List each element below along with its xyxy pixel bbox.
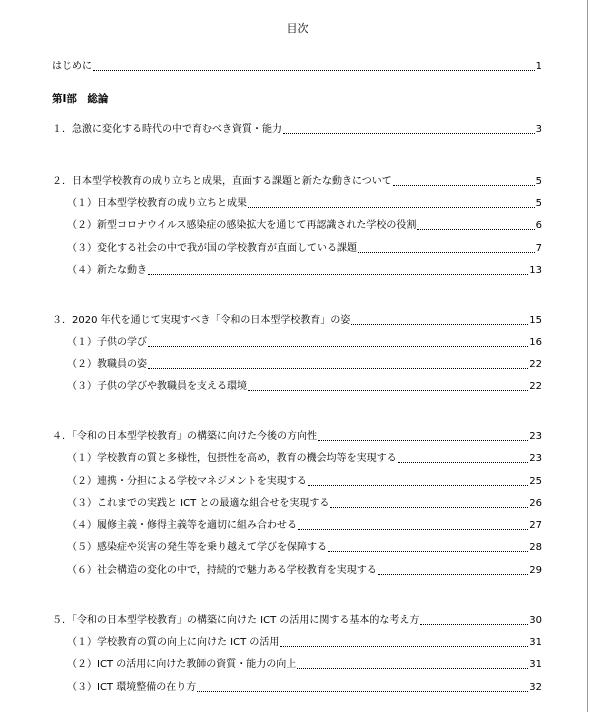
toc-entry [67, 264, 542, 278]
toc-entry [52, 314, 542, 328]
toc-entry-page: 31 [529, 659, 542, 670]
toc-entry-title: ２．日本型学校教育の成り立ちと成果，直面する課題と新たな動きについて [52, 176, 392, 187]
dot-leader [398, 462, 529, 463]
toc-entry-title: （２）新型コロナウイルス感染症の感染拡大を通じて再認識された学校の役割 [67, 220, 417, 231]
toc-entry-page: 13 [529, 265, 542, 276]
toc-entry [67, 197, 542, 211]
toc-entry-page: 31 [529, 637, 542, 648]
toc-entry [52, 175, 542, 189]
toc-entry-page: 5 [535, 176, 542, 187]
toc-entry-title: （１）学校教育の質と多様性，包摂性を高め，教育の機会均等を実現する [67, 453, 397, 464]
toc-entry-title: はじめに [52, 61, 92, 72]
toc-entry-title: ５．「令和の日本型学校教育」の構築に向けた ICT の活用に関する基本的な考え方 [52, 615, 420, 626]
toc-entry-page: 27 [529, 520, 542, 531]
toc-entry-page: 1 [535, 61, 542, 72]
toc-entry [67, 658, 542, 672]
dot-leader [417, 229, 534, 230]
toc-entry-page: 28 [529, 542, 542, 553]
toc-entry [67, 358, 542, 372]
toc-entry-title: ３．2020 年代を通じて実現すべき「令和の日本型学校教育」の姿 [52, 315, 351, 326]
toc-entry [67, 380, 542, 394]
dot-leader [283, 133, 535, 134]
toc-entry-page: 30 [529, 615, 542, 626]
toc-entry-title: （３）これまでの実践と ICT との最適な組合せを実現する [67, 498, 330, 509]
dot-leader [308, 485, 529, 486]
toc-entry [67, 564, 542, 578]
dot-leader [328, 551, 528, 552]
toc-entry [67, 519, 542, 533]
dot-leader [298, 529, 528, 530]
dot-leader [148, 274, 528, 275]
toc-entry-page: 15 [529, 315, 542, 326]
toc-entry [52, 614, 542, 628]
dot-leader [148, 368, 528, 369]
toc-entry-title: （１）学校教育の質の向上に向けた ICT の活用 [67, 637, 280, 648]
toc-entry-page: 32 [529, 682, 542, 693]
dot-leader [393, 185, 535, 186]
part-heading: 第Ⅰ部 総論 [52, 93, 109, 105]
toc-entry-page: 22 [529, 381, 542, 392]
toc-entry-page: 6 [535, 220, 542, 231]
dot-leader [297, 668, 528, 669]
dot-leader [420, 624, 528, 625]
toc-entry-page: 26 [529, 498, 542, 509]
toc-entry-title: （１）子供の学び [67, 337, 147, 348]
toc-entry-page: 23 [529, 431, 542, 442]
toc-entry-title: ４．「令和の日本型学校教育」の構築に向けた今後の方向性 [52, 431, 317, 442]
toc-entry [52, 123, 542, 137]
dot-leader [351, 324, 528, 325]
toc-entry [52, 430, 542, 444]
dot-leader [280, 646, 528, 647]
toc-entry [52, 60, 542, 74]
toc-entry-title: １．急激に変化する時代の中で育むべき資質・能力 [52, 124, 282, 135]
toc-entry [67, 336, 542, 350]
toc-entry-title: （３）子供の学びや教職員を支える環境 [67, 381, 247, 392]
dot-leader [378, 574, 528, 575]
toc-entry [67, 242, 542, 256]
toc-entry-title: （２）ICT の活用に向けた教師の資質・能力の向上 [67, 659, 297, 670]
toc-entry [67, 219, 542, 233]
toc-entry [67, 541, 542, 555]
toc-entry-page: 5 [535, 198, 542, 209]
toc-entry-title: （２）教職員の姿 [67, 359, 147, 370]
toc-entry-page: 3 [535, 124, 542, 135]
toc-entry-page: 16 [529, 337, 542, 348]
dot-leader [197, 691, 528, 692]
toc-entry-title: （３）変化する社会の中で我が国の学校教育が直面している課題 [67, 243, 357, 254]
toc-entry [67, 452, 542, 466]
dot-leader [318, 440, 528, 441]
dot-leader [248, 207, 535, 208]
toc-entry-page: 23 [529, 453, 542, 464]
toc-entry [67, 636, 542, 650]
toc-entry-title: （４）履修主義・修得主義等を適切に組み合わせる [67, 520, 297, 531]
dot-leader [330, 507, 528, 508]
toc-entry-title: （１）日本型学校教育の成り立ちと成果 [67, 198, 247, 209]
dot-leader [93, 70, 535, 71]
dot-leader [148, 346, 528, 347]
dot-leader [358, 252, 535, 253]
toc-entry-title: （２）連携・分担による学校マネジメントを実現する [67, 476, 307, 487]
toc-entry-page: 29 [529, 565, 542, 576]
dot-leader [248, 390, 528, 391]
toc-entry-title: （４）新たな動き [67, 265, 147, 276]
toc-entry [67, 497, 542, 511]
toc-entry [67, 475, 542, 489]
page-title: 目次 [286, 22, 309, 35]
toc-entry [67, 681, 542, 695]
toc-entry-title: （５）感染症や災害の発生等を乗り越えて学びを保障する [67, 542, 327, 553]
toc-entry-page: 25 [529, 476, 542, 487]
toc-entry-title: （３）ICT 環境整備の在り方 [67, 682, 197, 693]
toc-entry-page: 22 [529, 359, 542, 370]
toc-entry-page: 7 [535, 243, 542, 254]
toc-entry-title: （６）社会構造の変化の中で，持続的で魅力ある学校教育を実現する [67, 565, 377, 576]
